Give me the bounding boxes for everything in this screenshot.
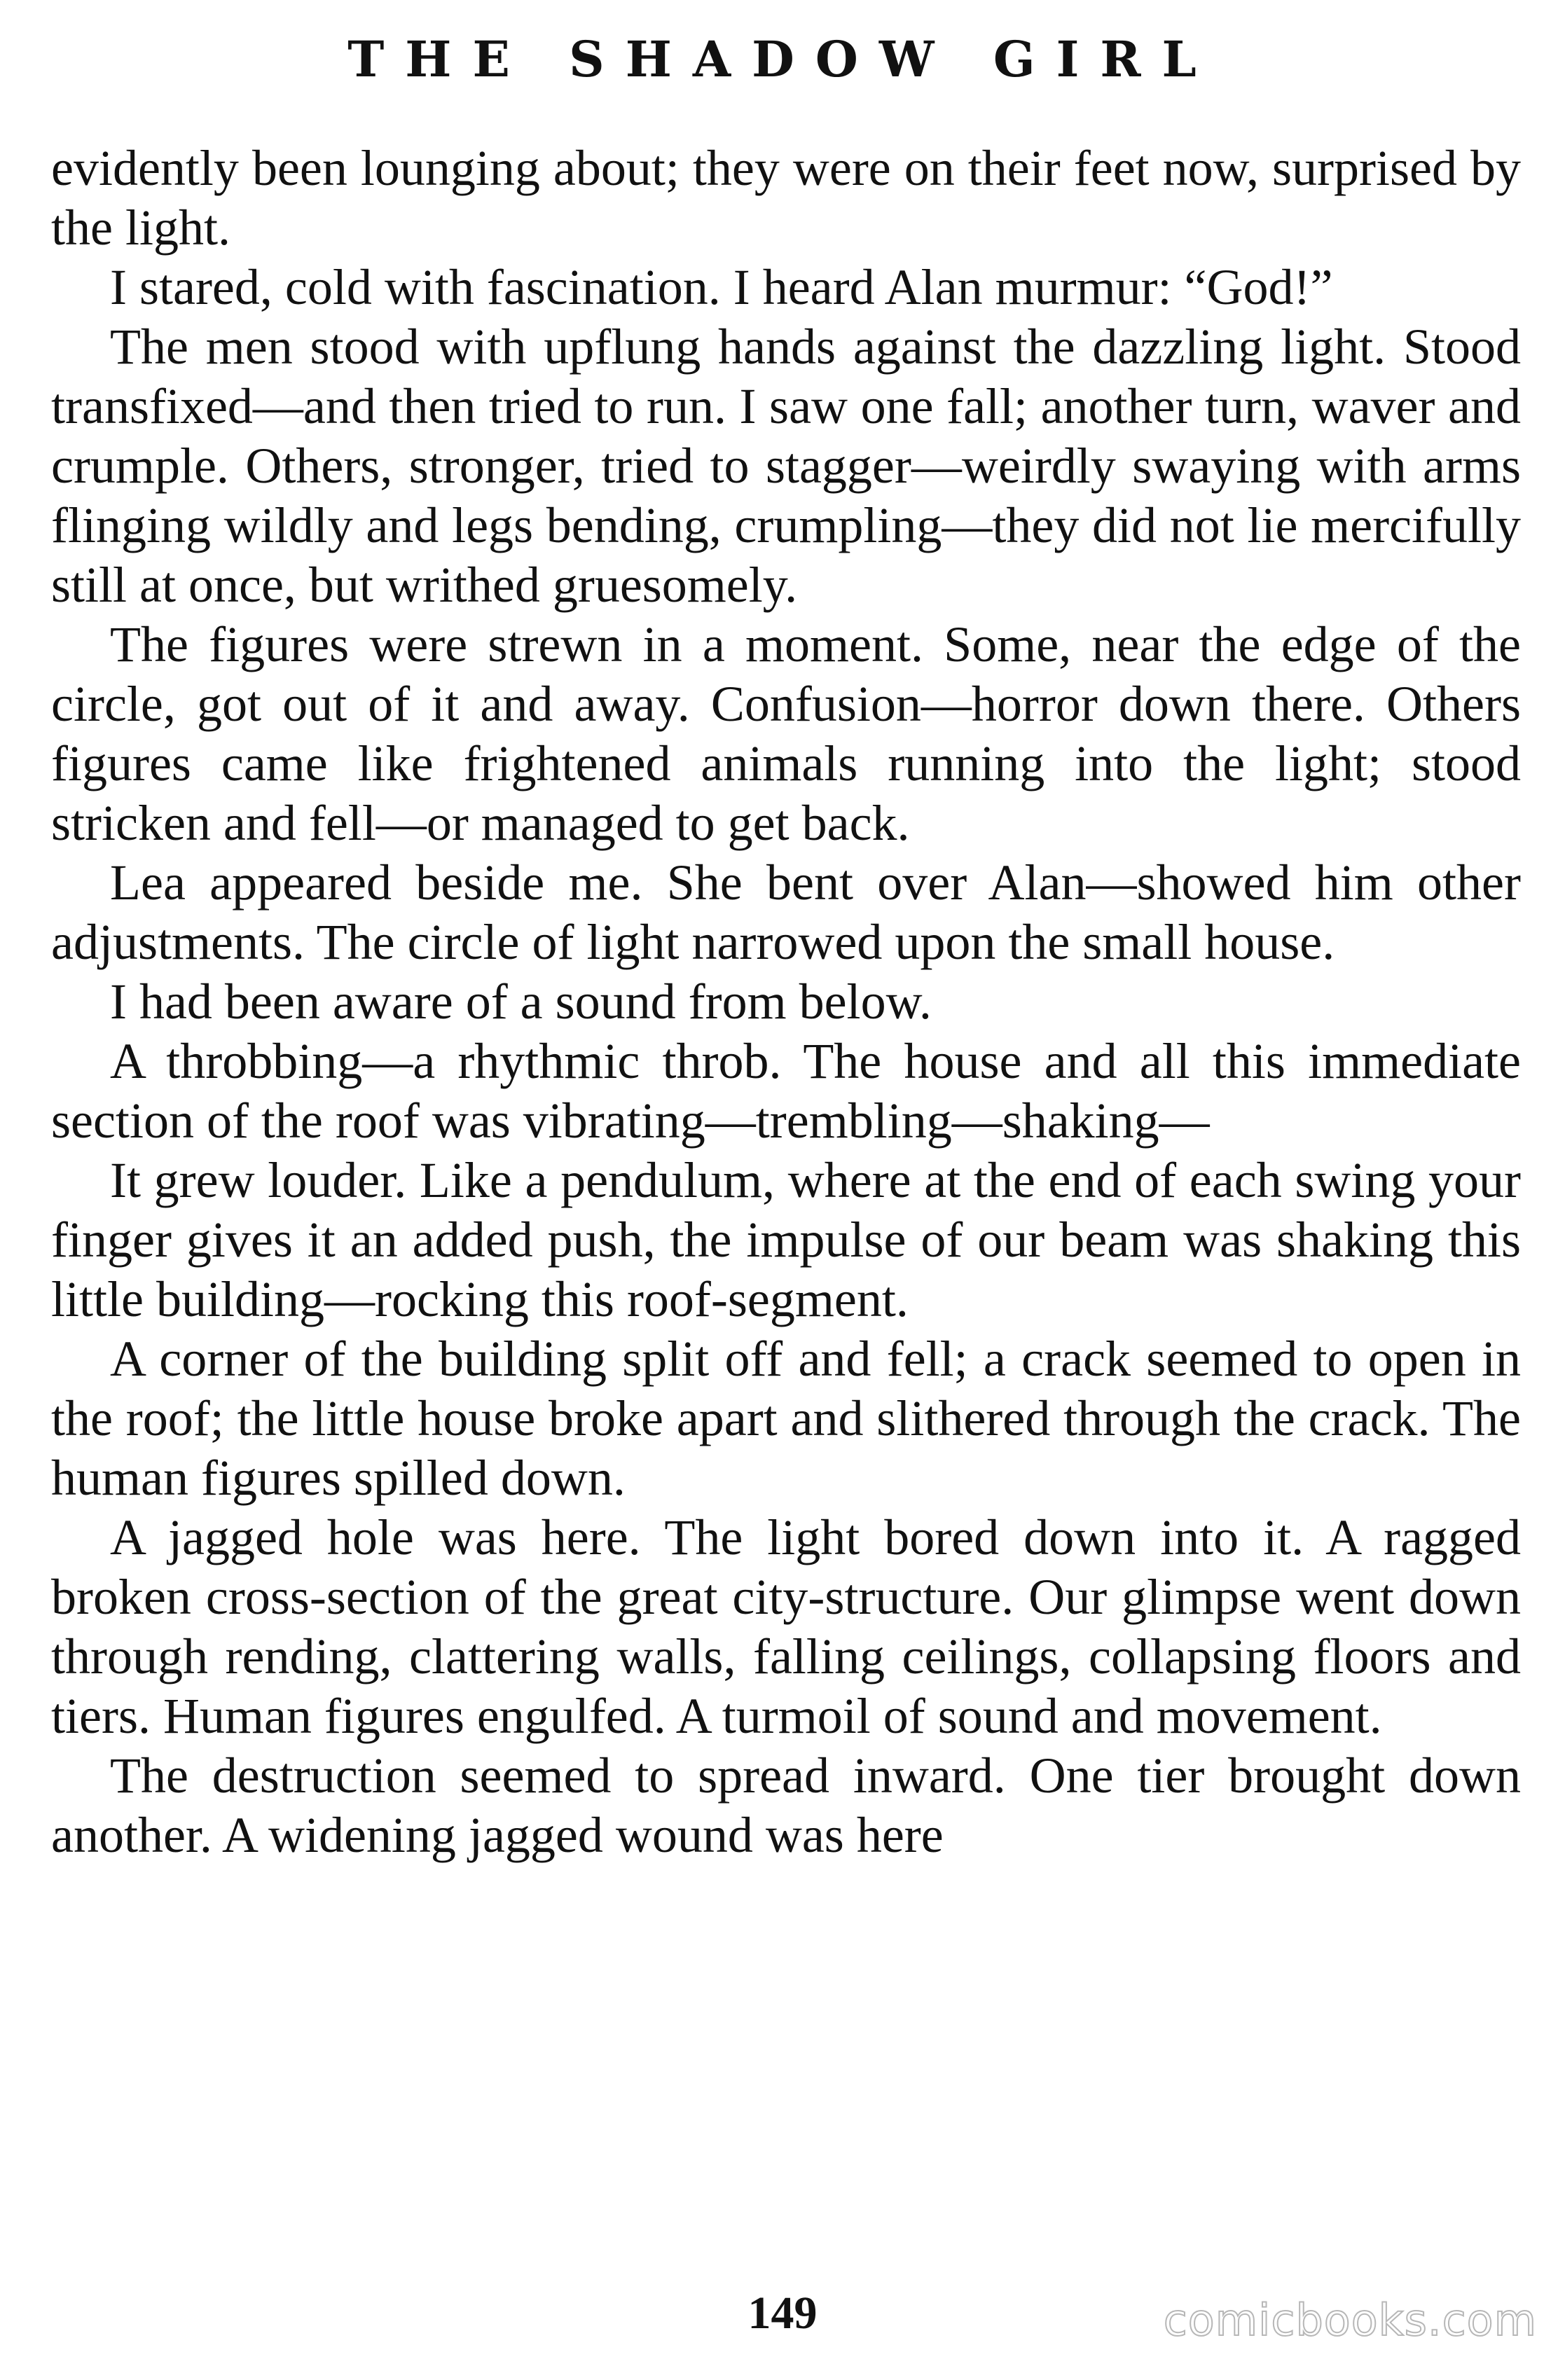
paragraph: evidently been lounging about; they were on their feet now, surprised by the light. (51, 140, 1521, 256)
paragraph: The destruction seemed to spread inward. One tier brought down another. A widening jagged wound was here (51, 1748, 1521, 1863)
paragraph: Lea appeared beside me. She bent over Alan—showed him other adjustments. The circle of light narrowed upon the small house. (51, 855, 1521, 970)
paragraph: The men stood with upflung hands against the dazzling light. Stood transfixed—and then tried to run. I saw one fall; another turn, waver and crumple. Others, stronger, tried to stagger—weirdly swaying with arms flinging wildly and legs bending, crumpling—they did not lie mercifully still at once, but writhed gruesomely. (51, 319, 1521, 613)
page-number: 149 (747, 2288, 818, 2339)
paragraph: I stared, cold with fascination. I heard Alan murmur: “God!” (110, 259, 1333, 315)
watermark-logo: comicbooks.com (1163, 2295, 1537, 2346)
body-text (51, 139, 1521, 1865)
paragraph: A jagged hole was here. The light bored down into it. A ragged broken cross-section of the great city-structure. Our glimpse went down through rending, clattering walls, falling ceilings, collapsing floors and tiers. Human figures engulfed. A turmoil of sound and movement. (51, 1509, 1521, 1744)
paragraph: A throbbing—a rhythmic throb. The house and all this immediate section of the roof was vibrating—trembling—shaking— (51, 1033, 1521, 1149)
paragraph: The figures were strewn in a moment. Some, near the edge of the circle, got out of it and away. Confusion—horror down there. Others figures came like frightened animals running into the light; stood stricken and fell—or managed to get back. (51, 616, 1521, 851)
paragraph: A corner of the building split off and fell; a crack seemed to open in the roof; the little house broke apart and slithered through the crack. The human figures spilled down. (51, 1331, 1521, 1506)
running-title: THE SHADOW GIRL (347, 30, 1218, 88)
paragraph: I had been aware of a sound from below. (110, 974, 932, 1030)
paragraph: It grew louder. Like a pendulum, where at the end of each swing your finger gives it an added push, the impulse of our beam was shaking this little building—rocking this roof-segment. (51, 1152, 1521, 1327)
